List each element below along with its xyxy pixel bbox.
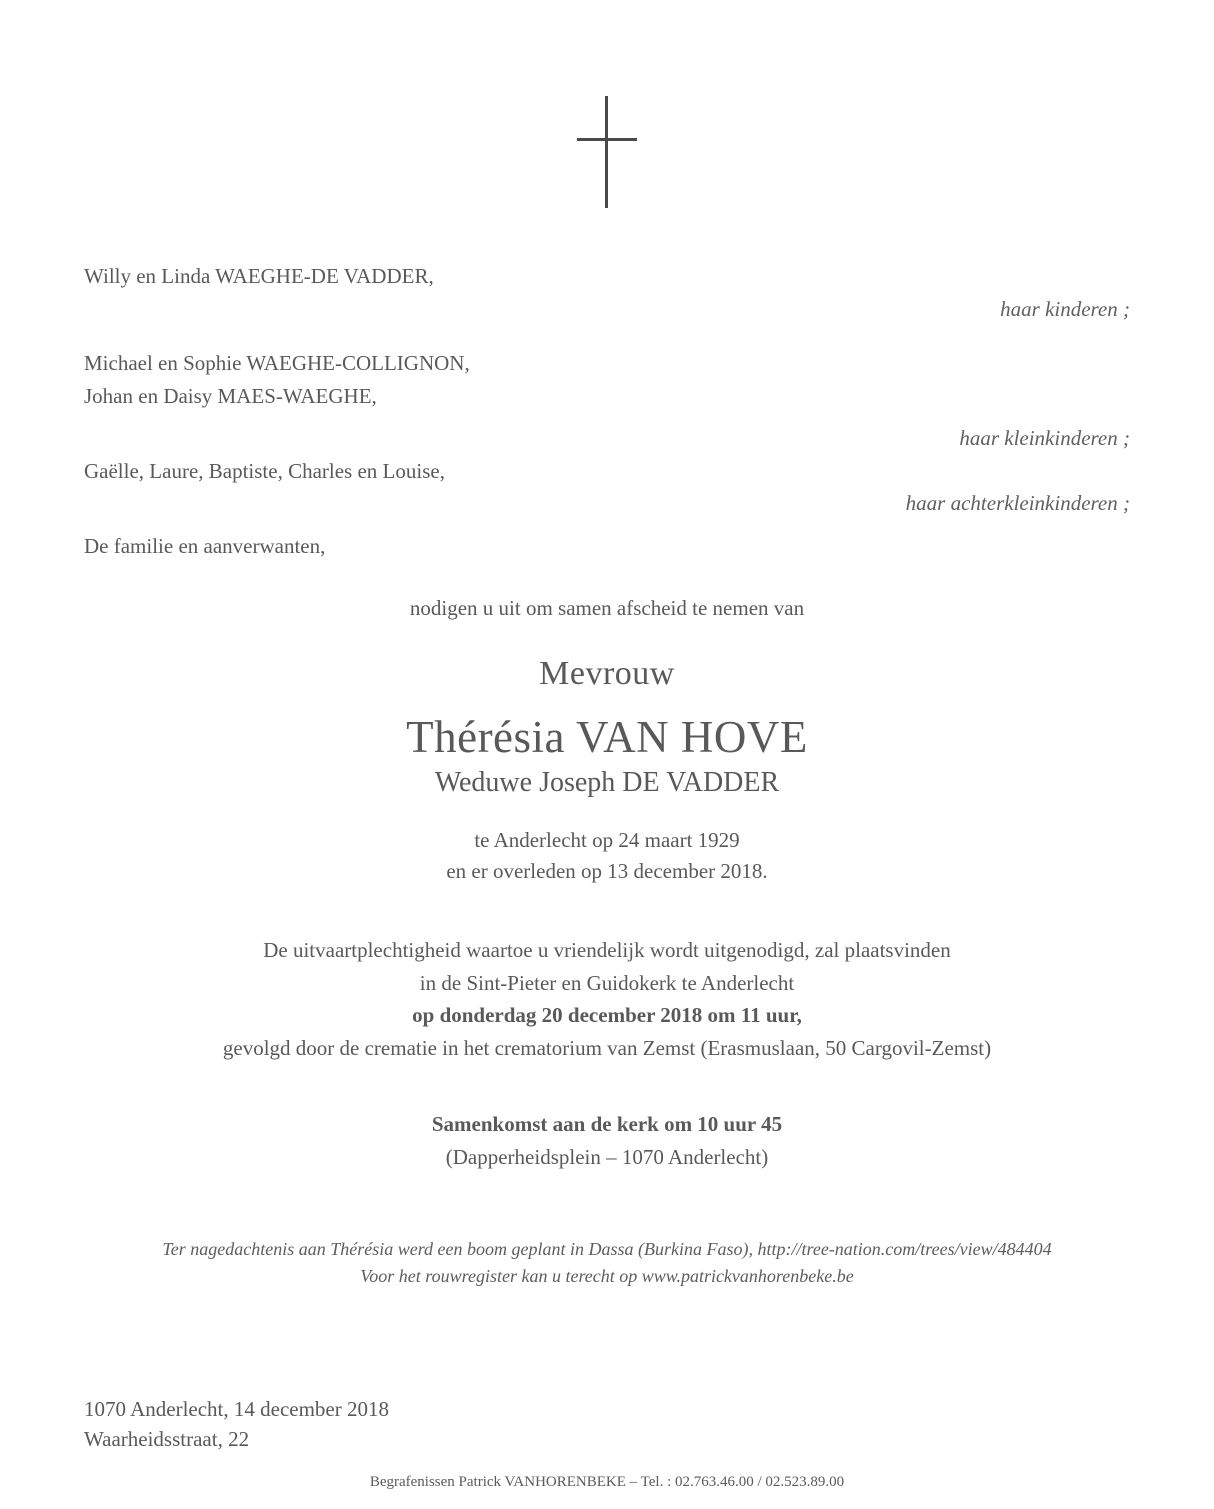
birth-line: te Anderlecht op 24 maart 1929	[474, 828, 740, 853]
spacer	[84, 325, 1130, 347]
invitation-text: nodigen u uit om samen afscheid te nemen van	[409, 596, 805, 621]
spacer	[84, 520, 1130, 530]
ceremony-line-1: De uitvaartplechtigheid waartoe u vriendelijk wordt uitgenodigd, zal plaatsvinden	[263, 938, 951, 963]
greatgrandchildren-label: haar achterkleinkinderen ;	[905, 491, 1130, 516]
children-names: Willy en Linda WAEGHE-DE VADDER,	[84, 264, 434, 288]
grandchildren-row	[84, 347, 1130, 455]
gathering-time: Samenkomst aan de kerk om 10 uur 45	[431, 1112, 783, 1137]
deceased-name: Thérésia VAN HOVE	[406, 712, 808, 763]
memorial-register-line: Voor het rouwregister kan u terecht op www.patrickvanhorenbeke.be	[360, 1265, 854, 1286]
relatives-line: De familie en aanverwanten,	[84, 533, 326, 558]
greatgrandchildren-names: Gaëlle, Laure, Baptiste, Charles en Louise,	[84, 458, 445, 483]
ceremony-line-4: gevolgd door de crematie in het crematorium van Zemst (Erasmuslaan, 50 Cargovil-Zemst)	[222, 1035, 992, 1060]
cross-icon	[577, 96, 637, 208]
gathering-location: (Dapperheidsplein – 1070 Anderlecht)	[445, 1144, 769, 1169]
deceased-widow-of: Weduwe Joseph DE VADDER	[434, 767, 780, 799]
ceremony-datetime: op donderdag 20 december 2018 om 11 uur,	[412, 1003, 802, 1028]
death-line: en er overleden op 13 december 2018.	[446, 858, 768, 883]
children-row	[84, 260, 1130, 325]
family-block	[84, 260, 1130, 562]
grandchildren-names-1: Michael en Sophie WAEGHE-COLLIGNON,	[84, 351, 470, 376]
grandchildren-label: haar kleinkinderen ;	[959, 426, 1130, 451]
birth-death-block	[84, 825, 1130, 886]
address-block	[84, 1394, 1130, 1455]
children-label: haar kinderen ;	[1000, 296, 1130, 321]
greatgrandchildren-row	[84, 455, 1130, 520]
cross-vertical-bar	[605, 96, 608, 208]
gathering-block	[84, 1108, 1130, 1173]
address-city-date: 1070 Anderlecht, 14 december 2018	[84, 1396, 389, 1421]
memorial-note	[84, 1236, 1130, 1290]
ceremony-block	[84, 934, 1130, 1064]
cross-icon-wrapper	[84, 0, 1130, 208]
memorial-tree-line: Ter nagedachtenis aan Thérésia werd een boom geplant in Dassa (Burkina Faso), http://tree-nation.com/trees/view/484404	[162, 1238, 1052, 1259]
footer-funeral-home: Begrafenissen Patrick VANHORENBEKE – Tel. : 02.763.46.00 / 02.523.89.00	[369, 1474, 845, 1490]
ceremony-line-2: in de Sint-Pieter en Guidokerk te Anderlecht	[419, 970, 795, 995]
cross-horizontal-bar	[577, 138, 637, 141]
relatives-row	[84, 530, 1130, 563]
spacer	[84, 412, 1130, 422]
address-street: Waarheidsstraat, 22	[84, 1426, 250, 1451]
grandchildren-names-2: Johan en Daisy MAES-WAEGHE,	[84, 383, 377, 408]
deceased-title: Mevrouw	[539, 655, 675, 693]
